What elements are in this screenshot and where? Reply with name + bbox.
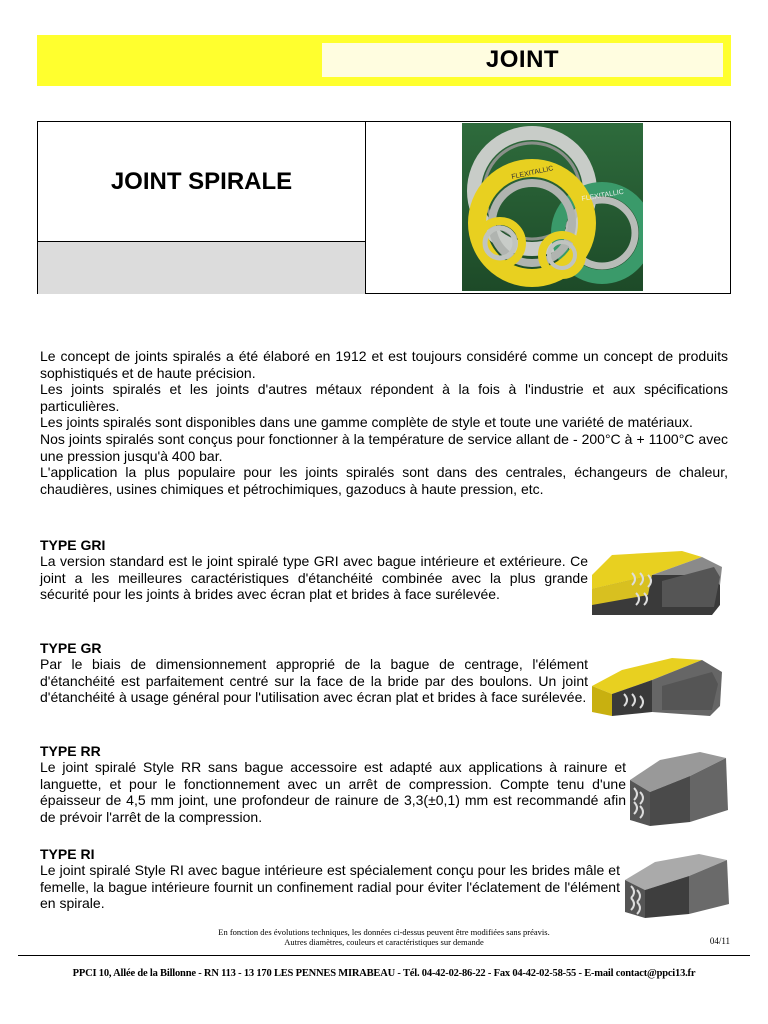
photo-ring-label-green: FLEXITALLIC xyxy=(581,188,625,203)
title-banner xyxy=(37,35,731,86)
type-gri-section xyxy=(40,537,588,603)
product-title: JOINT SPIRALE xyxy=(38,122,366,242)
type-rr-illustration xyxy=(630,750,730,830)
intro-paragraph: Le concept de joints spiralés a été élaboré en 1912 et est toujours considéré comme un concept de produits sophistiqués et de haute précision. xyxy=(40,348,728,381)
product-subtitle-cell xyxy=(38,242,366,294)
page-title: JOINT xyxy=(322,43,723,77)
product-photo xyxy=(462,123,643,291)
intro-paragraph: Nos joints spiralés sont conçus pour fonctionner à la température de service allant de - 200°C à + 1100°C avec une pression jusqu'à 400 bar. xyxy=(40,430,728,464)
type-gr-illustration xyxy=(592,650,728,722)
type-rr-text: Le joint spiralé Style RR sans bague accessoire est adapté aux applications à rainure et languette, et pour le fonctionnement avec un arrêt de compression. Compte tenu d'une épaisseur de 4,5 mm joint, une profondeur de rainure de 3,3(±0,1) mm est recommandé afin de prévoir l'arrêt de la compression. xyxy=(40,759,626,825)
intro-paragraph: L'application la plus populaire pour les joints spiralés sont dans des centrales, échangeurs de chaleur, chaudières, usines chimiques et pétrochimiques, gazoducs à haute pression, etc. xyxy=(40,464,728,497)
intro-paragraph: Les joints spiralés sont disponibles dans une gamme complète de style et toute une variété de matériaux. xyxy=(40,414,693,431)
type-ri-heading: TYPE RI xyxy=(40,846,95,862)
type-ri-text: Le joint spiralé Style RI avec bague intérieure est spécialement conçu pour les brides mâle et femelle, la bague intérieure fournit un confinement radial pour éviter l'éclatement de l'élément en spirale. xyxy=(40,862,620,912)
type-gr-section xyxy=(40,640,588,706)
type-gr-text: Par le biais de dimensionnement approprié de la bague de centrage, l'élément d'étanchéité est parfaitement centré sur la face de la bride par des boulons. Un joint d'étanchéité à usage général pour l'utilisation avec écran plat et brides à face surélevée. xyxy=(40,656,588,706)
type-gri-text: La version standard est le joint spiralé type GRI avec bague intérieure et extérieure. Ce joint a les meilleures caractéristiques d'étanchéité combinée avec la plus grande sécurité pour les joints à brides avec écran plat et brides à face surélevée. xyxy=(40,553,588,603)
type-rr-heading: TYPE RR xyxy=(40,743,101,759)
type-gri-illustration xyxy=(592,545,728,620)
page-code: 04/11 xyxy=(709,936,730,946)
product-header-table xyxy=(37,121,731,294)
type-gr-heading: TYPE GR xyxy=(40,640,102,656)
footer-divider xyxy=(18,955,750,956)
type-ri-section xyxy=(40,846,620,912)
footnote xyxy=(40,927,728,947)
intro-paragraph: Les joints spiralés et les joints d'autres métaux répondent à la fois à l'industrie et aux spécifications particulières. xyxy=(40,381,728,414)
footnote-line-1: En fonction des évolutions techniques, les données ci-dessus peuvent être modifiées sans préavis. xyxy=(218,927,550,937)
type-gri-heading: TYPE GRI xyxy=(40,537,106,553)
intro-text xyxy=(40,348,728,497)
footnote-line-2: Autres diamètres, couleurs et caractéristiques sur demande xyxy=(284,937,484,947)
photo-ring-label: FLEXITALLIC xyxy=(510,165,555,181)
footer-contact: PPCI 10, Allée de la Billonne - RN 113 - 13 170 LES PENNES MIRABEAU - Tél. 04-42-02-86-22 - Fax 04-42-02-58-55 - E-mail contact@ppci13.fr xyxy=(72,968,696,979)
type-ri-illustration xyxy=(625,852,730,920)
type-rr-section xyxy=(40,743,626,825)
